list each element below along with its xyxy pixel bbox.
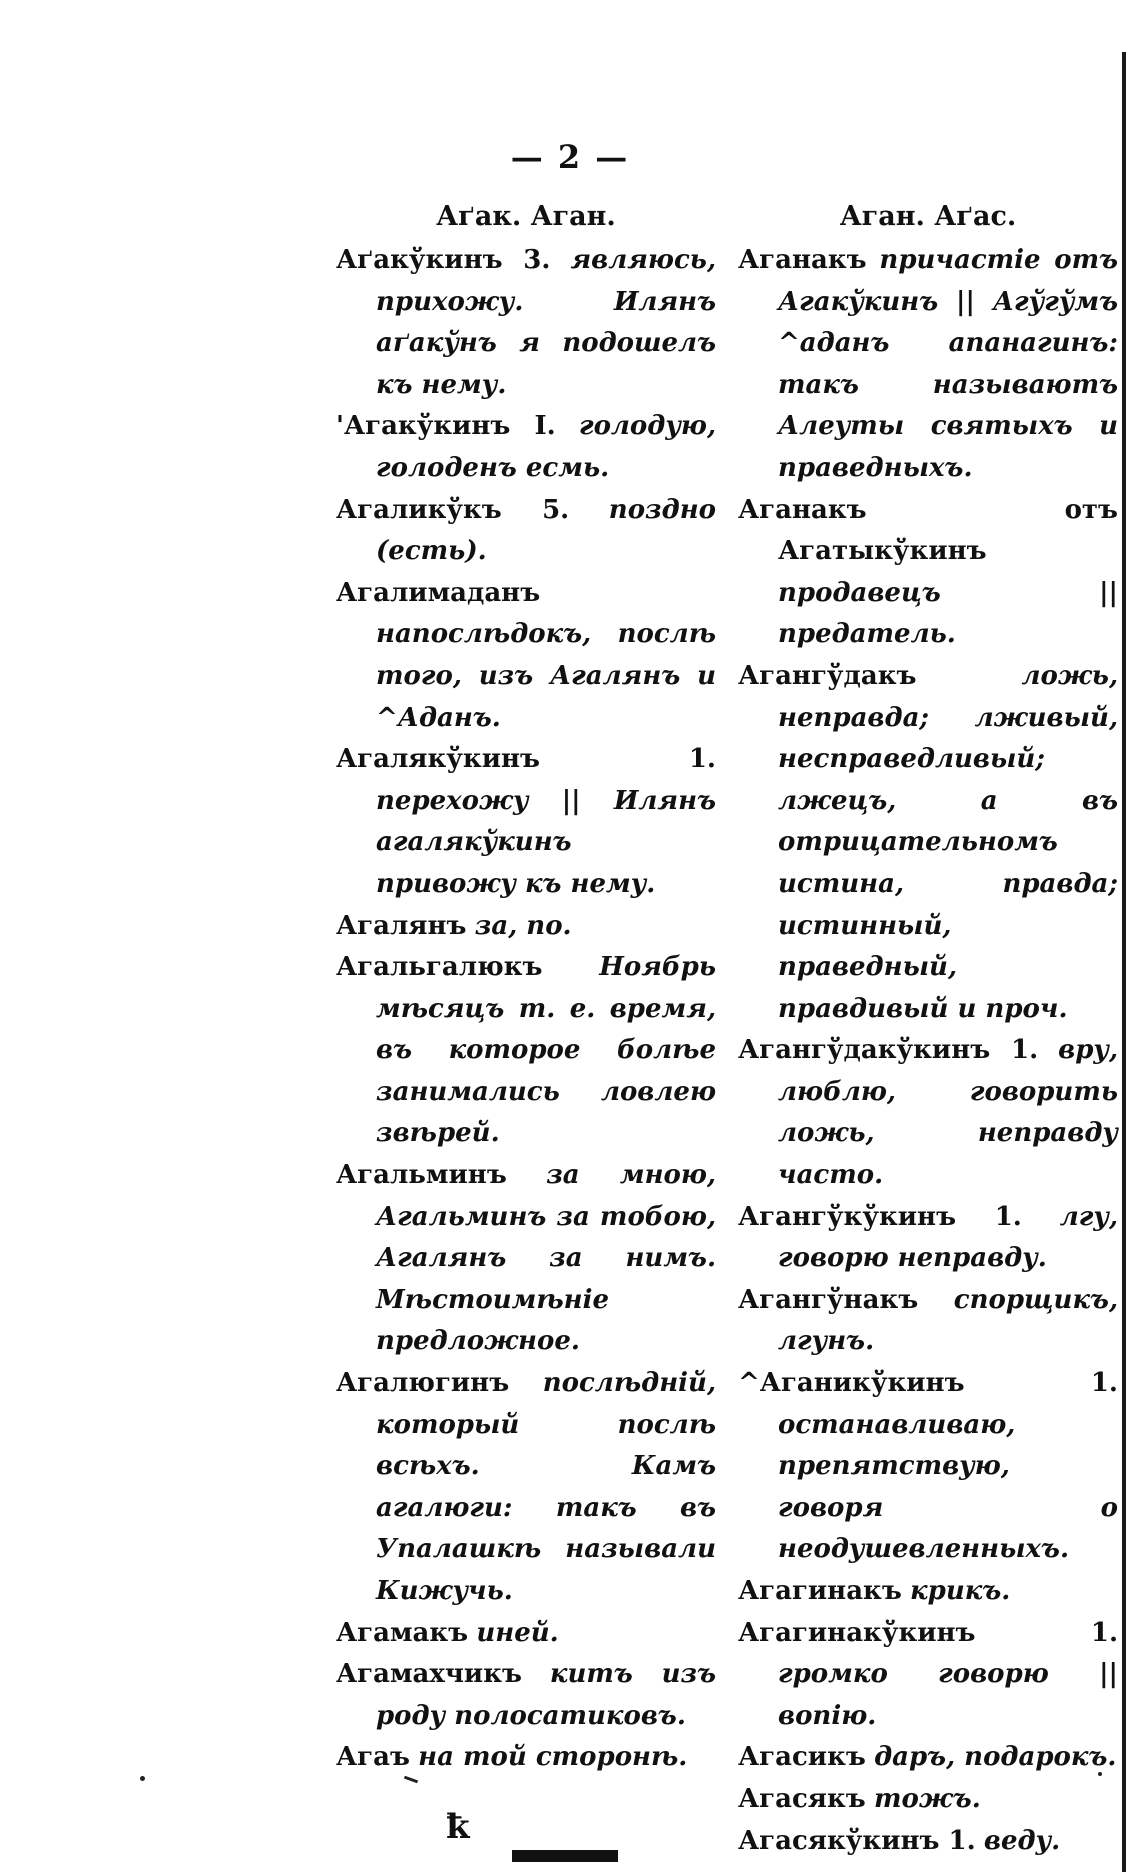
definition: продавецъ || предатель. [778,577,1118,650]
dictionary-entry [336,1363,716,1613]
headword: Аганакъ отъ Агатыкўкинъ [738,494,1118,567]
headword: Агасикъ [738,1742,866,1773]
dictionary-entry [738,1737,1118,1779]
dictionary-entry [336,490,716,573]
headword: Агагинакъ [738,1576,902,1606]
definition: причастіе отъ Агакўкинъ || Агўгўмъ ^аданъ апанагинъ: такъ называютъ Алеуты святыхъ и праведныхъ. [778,245,1118,483]
headword: 'Агакўкинъ I. [336,411,556,442]
right-column-header: Аган. Аґас. [839,201,1017,232]
headword: Агангўнакъ [738,1284,919,1315]
dictionary-entry [738,1280,1118,1363]
dictionary-entry [336,1654,716,1737]
dictionary-entry [738,1571,1118,1613]
definition: на той сторонѣ. [418,1742,688,1773]
stray-dot [1098,1772,1102,1776]
definition: являюсь, прихожу. Илянъ аґакўнъ я подошелъ къ нему. [376,245,717,400]
dictionary-entry [336,947,716,1155]
headword: Агасякўкинъ 1. [738,1825,976,1856]
dictionary-entry [336,1613,716,1655]
headword: Агалянъ [336,910,467,941]
headword: Агамакъ [336,1617,469,1648]
dictionary-entry [738,1613,1118,1738]
dictionary-entry [336,1737,716,1779]
definition: голодую, голоденъ есмь. [376,411,716,483]
dictionary-entry [738,1030,1118,1196]
definition: китъ изъ роду полосатиковъ. [376,1659,716,1731]
headword: Агалимаданъ [336,577,541,608]
headword: Агагинакўкинъ 1. [738,1617,1118,1648]
dictionary-entry [336,573,716,739]
headword: Агаъ [336,1742,410,1773]
definition: перехожу || Илянъ агалякўкинъ привожу къ нему. [376,785,716,899]
dictionary-entry [738,240,1118,490]
headword: Аґакўкинъ 3. [336,245,551,275]
dictionary-entry [738,490,1118,656]
headword: Агальгалюкъ [336,952,543,983]
headword: Агалякўкинъ 1. [336,744,716,775]
definition: ложь, неправда; лживый, несправедливый; лжецъ, а въ отрицательномъ истина, правда; истинный, праведный, правдивый и проч. [778,660,1118,1024]
definition: веду. [983,1825,1061,1856]
headword: Агаликўкъ 5. [336,494,570,525]
dictionary-entry [738,1821,1118,1863]
definition: за, по. [474,910,572,941]
left-column-header: Аґак. Аган. [436,201,616,232]
definition: вру, люблю, говорить ложь, неправду часто. [778,1035,1119,1191]
definition: лгу, говорю неправду. [778,1201,1118,1274]
definition: даръ, подарокъ. [874,1742,1117,1773]
definition: поздно (есть). [376,494,717,567]
definition: крикъ. [910,1576,1011,1606]
definition: иней. [476,1617,559,1648]
definition: напослѣдокъ, послѣ того, изъ Агалянъ и ^Аданъ. [376,619,716,733]
definition: послѣдній, который послѣ всѣхъ. Камъ агалюги: такъ въ Упалашкѣ называли Кижучь. [376,1368,716,1606]
definition: за мною, Агальминъ за тобою, Агалянъ за нимъ. Мѣстоимѣніе предложное. [376,1160,716,1357]
page-number: — 2 — [510,138,630,176]
headword: Агальминъ [336,1160,507,1191]
right-column [738,196,1118,1862]
headword: Агалюгинъ [336,1368,510,1399]
definition: громко говорю || вопію. [778,1659,1118,1731]
stray-dot [140,1776,145,1781]
dictionary-entry [336,240,716,406]
dictionary-entry [738,1779,1118,1821]
definition: Ноябрь мѣсяцъ т. е. время, въ которое болѣе занимались ловлею звѣрей. [376,952,716,1149]
headword: Аганакъ [738,245,867,275]
dictionary-entry [738,656,1118,1030]
headword: Агасякъ [738,1783,866,1814]
dictionary-entry [738,1197,1118,1280]
bottom-bar [512,1850,618,1862]
dictionary-entry [336,739,716,905]
footer-glyph: ꝁ [446,1807,471,1847]
dictionary-entry [336,906,716,948]
dictionary-entry [336,406,716,489]
headword: ^Аганикўкинъ 1. [738,1368,1118,1399]
headword: Агангўкўкинъ 1. [738,1201,1022,1232]
page-edge-rule [1122,52,1126,1872]
headword: Агамахчикъ [336,1659,522,1690]
headword: Агангўдакўкинъ 1. [738,1035,1039,1066]
definition: спорщикъ, лгунъ. [778,1284,1118,1357]
definition: тожъ. [873,1783,981,1814]
definition: останавливаю, препятствую, говоря о неодушевленныхъ. [778,1409,1118,1565]
left-column [336,196,716,1779]
headword: Агангўдакъ [738,660,917,691]
dictionary-entry [738,1363,1118,1571]
dictionary-entry [336,1155,716,1363]
